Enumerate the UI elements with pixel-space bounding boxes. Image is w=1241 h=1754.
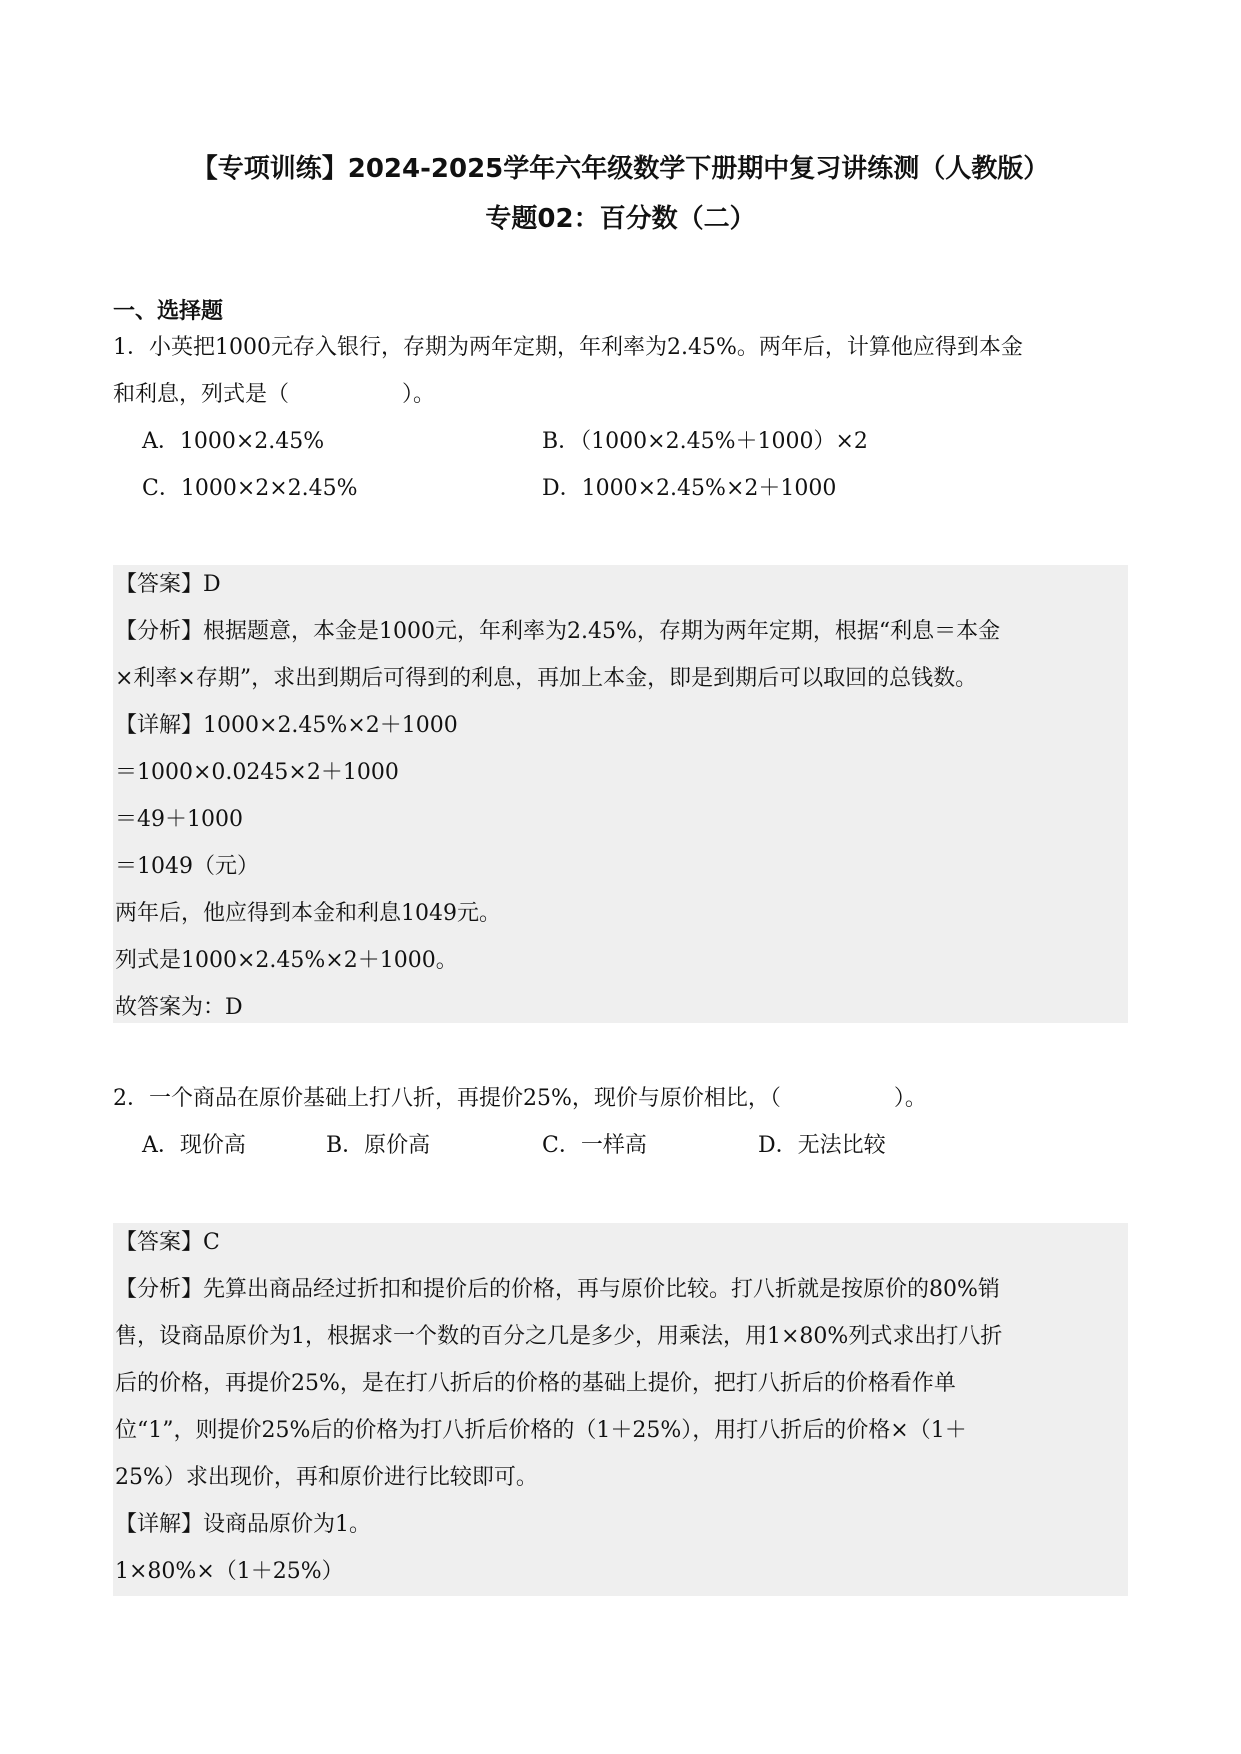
q1-detail-line4: ＝1049（元） (115, 854, 259, 879)
q1-solution-box (113, 565, 1128, 1023)
q2-option-a: A．现价高 (142, 1133, 246, 1158)
q2-solution-box (113, 1223, 1128, 1596)
q1-stem-line1: 1．小英把1000元存入银行，存期为两年定期，年利率为2.45%。两年后，计算他应得到本金 (113, 335, 1023, 360)
detail-text: 设商品原价为1。 (203, 1512, 372, 1537)
analysis-text: 先算出商品经过折扣和提价后的价格，再与原价比较。打八折就是按原价的80%销 (203, 1277, 1000, 1302)
q2-stem-pre: 2．一个商品在原价基础上打八折，再提价25%，现价与原价相比，（ (113, 1086, 781, 1111)
q2-analysis-line4: 位“1”，则提价25%后的价格为打八折后价格的（1＋25%），用打八折后的价格×（1＋ (115, 1418, 967, 1443)
q2-stem-post: ）。 (893, 1086, 927, 1111)
q1-detail-line6: 列式是1000×2.45%×2＋1000。 (115, 948, 458, 973)
document-title: 【专项训练】2024-2025学年六年级数学下册期中复习讲练测（人教版） (191, 154, 1050, 184)
q1-detail-line3: ＝49＋1000 (115, 807, 243, 832)
q1-detail-line1 (115, 712, 458, 740)
q2-analysis-line1 (115, 1276, 1000, 1304)
q1-analysis-line2: ×利率×存期”，求出到期后可得到的利息，再加上本金，即是到期后可以取回的总钱数。 (115, 666, 978, 691)
q1-final-answer: 故答案为：D (115, 995, 243, 1020)
q1-option-b: B．（1000×2.45%＋1000）×2 (542, 429, 868, 454)
q2-detail-line2: 1×80%×（1＋25%） (115, 1559, 344, 1584)
q2-detail-line1 (115, 1511, 371, 1539)
q2-analysis-line5: 25%）求出现价，再和原价进行比较即可。 (115, 1465, 538, 1490)
analysis-tag: 【分析】 (115, 619, 204, 644)
answer-tag: 【答案】 (115, 1230, 204, 1255)
answer-value: C (203, 1230, 220, 1255)
q1-detail-line2: ＝1000×0.0245×2＋1000 (115, 760, 399, 785)
analysis-text: 根据题意，本金是1000元，年利率为2.45%，存期为两年定期，根据“利息＝本金 (203, 619, 1001, 644)
q1-detail-line5: 两年后，他应得到本金和利息1049元。 (115, 901, 501, 926)
detail-tag: 【详解】 (115, 1512, 204, 1537)
detail-tag: 【详解】 (115, 713, 204, 738)
q2-answer (115, 1229, 220, 1257)
q1-option-a: A．1000×2.45% (142, 429, 325, 454)
q1-analysis-line1 (115, 618, 1000, 646)
q1-option-c: C．1000×2×2.45% (142, 476, 358, 501)
analysis-tag: 【分析】 (115, 1277, 204, 1302)
q2-analysis-line3: 后的价格，再提价25%，是在打八折后的价格的基础上提价，把打八折后的价格看作单 (115, 1371, 956, 1396)
q1-stem-post: ）。 (402, 382, 436, 407)
document-subtitle: 专题02：百分数（二） (485, 204, 756, 234)
q2-option-d: D．无法比较 (758, 1133, 886, 1158)
q1-option-d: D．1000×2.45%×2＋1000 (542, 476, 837, 501)
section-heading: 一、选择题 (113, 299, 224, 324)
q2-stem (113, 1085, 1128, 1113)
q1-answer (115, 571, 221, 599)
answer-value: D (203, 572, 221, 597)
answer-tag: 【答案】 (115, 572, 204, 597)
q1-stem-pre: 和利息，列式是（ (113, 382, 290, 407)
q2-analysis-line2: 售，设商品原价为1，根据求一个数的百分之几是多少，用乘法，用1×80%列式求出打八折 (115, 1324, 1003, 1349)
detail-text: 1000×2.45%×2＋1000 (203, 713, 458, 738)
q2-option-b: B．原价高 (326, 1133, 431, 1158)
q1-stem-line2 (113, 381, 1128, 409)
q2-option-c: C．一样高 (542, 1133, 647, 1158)
